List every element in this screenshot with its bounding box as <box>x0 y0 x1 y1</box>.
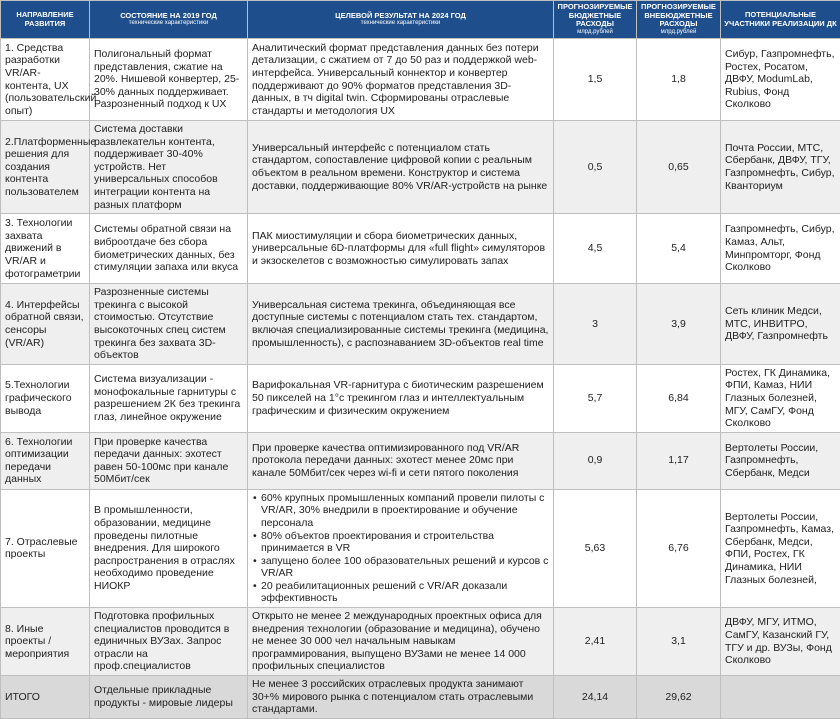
table-row <box>1 489 840 607</box>
cell-budget: 0,9 <box>554 432 637 489</box>
cell-budget: 3 <box>554 284 637 365</box>
cell-direction: 2.Платформенные решения для создания контента пользователем <box>1 121 90 214</box>
cell-offbudget: 1,17 <box>637 432 721 489</box>
cell-budget: 5,63 <box>554 489 637 607</box>
cell-target: Аналитический формат представления данных без потери детализации, с сжатием от 7 до 50 раз и поддержкой web-интерфейса. Универсальный коннектор и конвертер поддерживают до 90% форматов представления 3D-данных, в тч digital twin. Сформированы отраслевые стандарты и методология UX <box>248 39 554 121</box>
header-state: СОСТОЯНИЕ НА 2019 ГОД технические характеристики <box>90 1 248 39</box>
header-offbudget: ПРОГНОЗИРУЕМЫЕ ВНЕБЮДЖЕТНЫЕ РАСХОДЫ млрд.рублей <box>637 1 721 39</box>
list-item: • 80% объектов проектирования и строительства принимается в VR <box>261 530 549 555</box>
cell-state: Полигональный формат представления, сжатие на 20%. Нишевой конвертер, 25-30% данных поддерживает. Разрозненный подход к UX <box>90 39 248 121</box>
cell-state: Подготовка профильных специалистов проводится в единичных ВУЗах. Запрос отрасли на проф.специалистов <box>90 608 248 676</box>
cell-state: В промышленности, образовании, медицине проведены пилотные внедрения. Для широкого распространения в отраслях необходимо проведение НИОКР <box>90 489 248 607</box>
cell-target: ПАК миостимуляции и сбора биометрических данных, универсальные 6D-платформы для «full flight» симуляторов и экзоскелетов с возможностью симулировать запах <box>248 214 554 284</box>
total-row <box>1 676 840 719</box>
cell-offbudget: 6,76 <box>637 489 721 607</box>
cell-participants: Газпромнефть, Сибур, Камаз, Альт, Минпромторг, Фонд Сколково <box>721 214 840 284</box>
total-offbudget: 29,62 <box>637 676 721 719</box>
cell-offbudget: 3,9 <box>637 284 721 365</box>
cell-participants: ДВФУ, МГУ, ИТМО, СамГУ, Казанский ГУ, ТГУ и др. ВУЗы, Фонд Сколково <box>721 608 840 676</box>
table-row <box>1 364 840 432</box>
cell-participants: Сеть клиник Медси, МТС, ИНВИТРО, ДВФУ, Газпромнефть <box>721 284 840 365</box>
header-target: ЦЕЛЕВОЙ РЕЗУЛЬТАТ НА 2024 ГОД технические характеристики <box>248 1 554 39</box>
target-bullet-list <box>252 492 549 605</box>
cell-offbudget: 1,8 <box>637 39 721 121</box>
cell-target <box>248 489 554 607</box>
cell-budget: 2,41 <box>554 608 637 676</box>
cell-direction: 6. Технологии оптимизации передачи данных <box>1 432 90 489</box>
cell-participants: Ростех, ГК Динамика, ФПИ, Камаз, НИИ Глазных болезней, МГУ, СамГУ, Фонд Сколково <box>721 364 840 432</box>
list-item: • 20 реабилитационных решений с VR/AR доказали эффективность <box>261 580 549 605</box>
cell-direction: 7. Отраслевые проекты <box>1 489 90 607</box>
total-state: Отдельные прикладные продукты - мировые лидеры <box>90 676 248 719</box>
cell-offbudget: 3,1 <box>637 608 721 676</box>
cell-participants: Сибур, Газпромнефть, Ростех, Росатом, ДВФУ, ModumLab, Rubius, Фонд Сколково <box>721 39 840 121</box>
cell-budget: 5,7 <box>554 364 637 432</box>
table-row <box>1 121 840 214</box>
cell-direction: 4. Интерфейсы обратной связи, сенсоры (VR/AR) <box>1 284 90 365</box>
cell-target: При проверке качества оптимизированного под VR/AR протокола передачи данных: эхотест менее 20мс при канале 50Мбит/сек через wi-fi и сети пятого поколения <box>248 432 554 489</box>
list-item: • запущено более 100 образовательных решений и курсов с VR/AR <box>261 555 549 580</box>
cell-state: Система визуализации - монофокальные гарнитуры с разрешением 2К без трекинга глаз, линейное окружение <box>90 364 248 432</box>
cell-participants: Вертолеты России, Газпромнефть, Сбербанк, Медси <box>721 432 840 489</box>
cell-state: Разрозненные системы трекинга с высокой стоимостью. Отсутствие высокоточных спец систем трекинга без захвата 3D-объектов <box>90 284 248 365</box>
cell-direction: 8. Иные проекты / мероприятия <box>1 608 90 676</box>
cell-target: Универсальный интерфейс с потенциалом стать стандартом, сопоставление цифровой копии с реальным объектом в реальном времени. Конструктор и система доставки, поддерживающие 80% VR/AR-устройств на рынке <box>248 121 554 214</box>
cell-state: Системы обратной связи на виброотдаче без сбора биометрических данных, без стимуляции запаха или вкуса <box>90 214 248 284</box>
total-budget: 24,14 <box>554 676 637 719</box>
cell-budget: 4,5 <box>554 214 637 284</box>
table-row <box>1 432 840 489</box>
cell-budget: 0,5 <box>554 121 637 214</box>
cell-offbudget: 5,4 <box>637 214 721 284</box>
cell-state: Система доставки развлекательн контента, поддерживает 30-40% устройств. Нет универсальных способов интеграции контента на разных платформ <box>90 121 248 214</box>
cell-direction: 3. Технологии захвата движений в VR/AR и фотограметрии <box>1 214 90 284</box>
header-row <box>1 1 840 39</box>
total-label: ИТОГО <box>1 676 90 719</box>
cell-budget: 1,5 <box>554 39 637 121</box>
cell-state: При проверке качества передачи данных: эхотест равен 50-100мс при канале 50Мбит/сек <box>90 432 248 489</box>
cell-participants: Почта России, МТС, Сбербанк, ДВФУ, ТГУ, Газпромнефть, Сибур, Кванториум <box>721 121 840 214</box>
cell-offbudget: 0,65 <box>637 121 721 214</box>
header-participants: ПОТЕНЦИАЛЬНЫЕ УЧАСТНИКИ РЕАЛИЗАЦИИ ДК <box>721 1 840 39</box>
cell-target: Открыто не менее 2 международных проектных офиса для внедрения технологии (образование и медицина), обучено не менее 30 000 чел начальным навыкам программирования, выпущено ВУЗами не менее 14 000 профильных специалистов <box>248 608 554 676</box>
header-budget: ПРОГНОЗИРУЕМЫЕ БЮДЖЕТНЫЕ РАСХОДЫ млрд.рублей <box>554 1 637 39</box>
table-row <box>1 608 840 676</box>
cell-direction: 5.Технологии графического вывода <box>1 364 90 432</box>
table-row <box>1 214 840 284</box>
cell-offbudget: 6,84 <box>637 364 721 432</box>
list-item: • 60% крупных промышленных компаний провели пилоты с VR/AR, 30% внедрили в проектирование и обучение персонала <box>261 492 549 530</box>
cell-participants: Вертолеты России, Газпромнефть, Камаз, Сбербанк, Медси, ФПИ, Ростех, ГК Динамика, НИИ Глазных болезней, <box>721 489 840 607</box>
header-direction: НАПРАВЛЕНИЕ РАЗВИТИЯ <box>1 1 90 39</box>
table-row <box>1 284 840 365</box>
cell-target: Универсальная система трекинга, объединяющая все доступные системы с потенциалом стать тех. стандартом, включая специализированные системы трекинга (медицина, промышленность), с распознаванием 3D-объектов real time <box>248 284 554 365</box>
cell-target: Варифокальная VR-гарнитура с биотическим разрешением 50 пикселей на 1°с трекингом глаз и интеллектуальным графическим и физическим окружением <box>248 364 554 432</box>
total-target: Не менее 3 российских отраслевых продукта занимают 30+% мирового рынка с потенциалом стать отраслевыми стандартами. <box>248 676 554 719</box>
cell-direction: 1. Средства разработки VR/AR-контента, UX (пользовательский опыт) <box>1 39 90 121</box>
table-row <box>1 39 840 121</box>
total-participants <box>721 676 840 719</box>
